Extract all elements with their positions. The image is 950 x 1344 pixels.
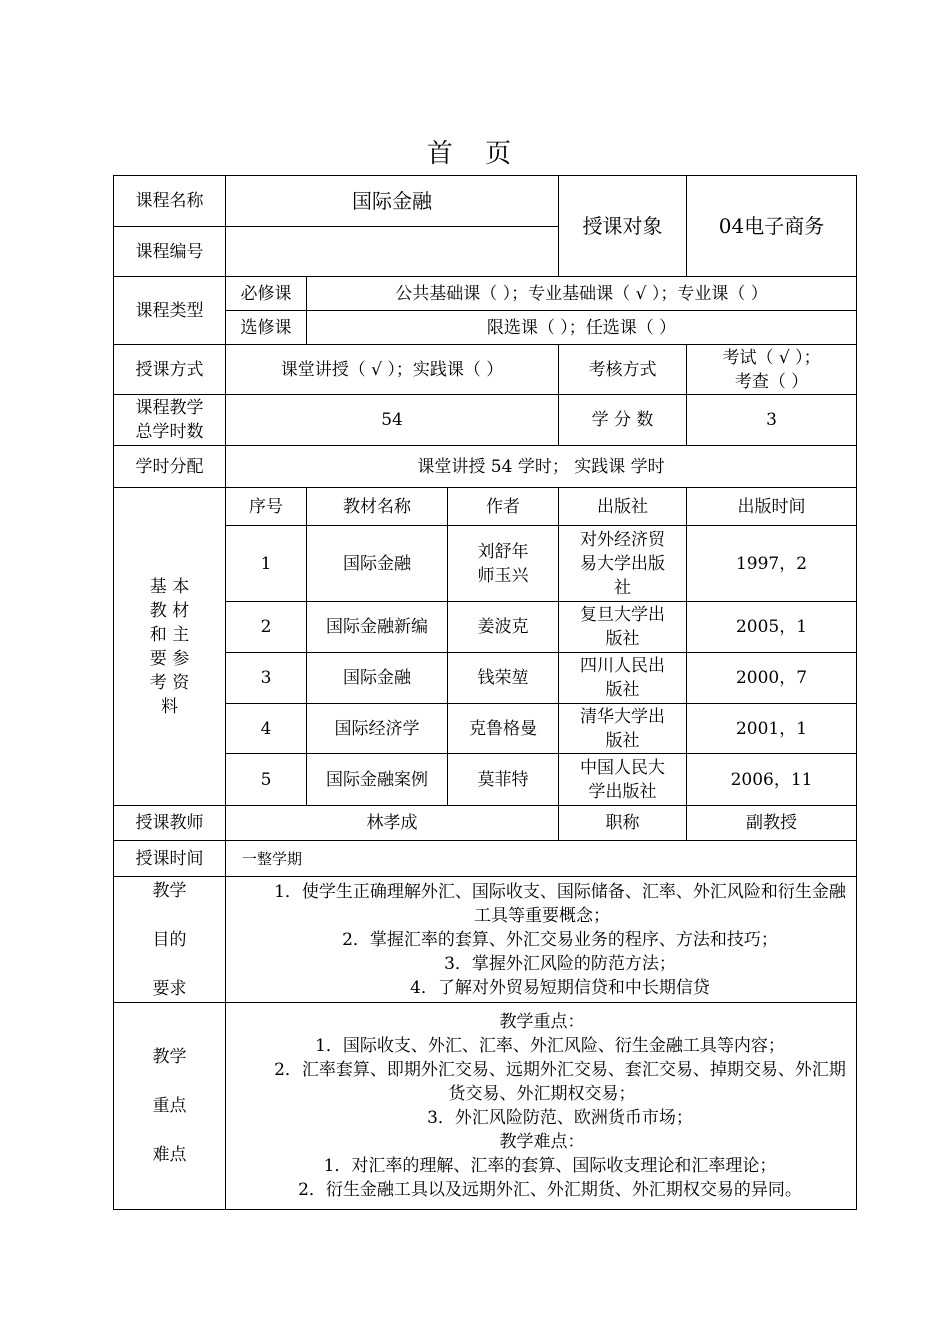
book-no: 5	[226, 754, 307, 806]
objective-item: 1．使学生正确理解外汇、国际收支、国际储备、汇率、外汇风险和衍生金融工具等重要概念；	[274, 881, 846, 926]
book-date: 2005，1	[687, 602, 857, 653]
hour-distribution-label: 学时分配	[114, 446, 226, 488]
book-author: 钱荣堃	[448, 653, 559, 704]
table-row	[114, 526, 857, 602]
book-date: 2000，7	[687, 653, 857, 704]
objective-item: 2．掌握汇率的套算、外汇交易业务的程序、方法和技巧；	[342, 929, 778, 950]
exam-mode-label: 考核方式	[559, 345, 687, 395]
key-point-item: 3．外汇风险防范、欧洲货币市场；	[427, 1108, 693, 1128]
job-title-value: 副教授	[687, 806, 857, 841]
course-info-table	[113, 175, 857, 1210]
key-points-label	[114, 1003, 226, 1210]
book-no: 1	[226, 526, 307, 602]
table-row	[114, 704, 857, 754]
textbook-label-line: 基 本	[149, 576, 190, 597]
book-author: 克鲁格曼	[448, 704, 559, 754]
course-code-value	[226, 227, 559, 277]
book-author: 刘舒年 师玉兴	[448, 526, 559, 602]
teaching-mode-value: 课堂讲授（ √ ）；实践课（ ）	[226, 345, 559, 395]
hour-distribution-value: 课堂讲授 54 学时； 实践课 学时	[226, 446, 857, 488]
book-date: 1997，2	[687, 526, 857, 602]
audience-label: 授课对象	[559, 176, 687, 277]
job-title-label: 职称	[559, 806, 687, 841]
book-publisher: 复旦大学出 版社	[559, 602, 687, 653]
course-code-label: 课程编号	[114, 227, 226, 277]
column-header-title: 教材名称	[307, 488, 448, 526]
schedule-value: 一整学期	[226, 841, 857, 877]
key-point-item: 1．国际收支、外汇、汇率、外汇风险、衍生金融工具等内容；	[315, 1036, 785, 1056]
objective-item: 3．掌握外汇风险的防范方法；	[444, 953, 676, 974]
book-author: 莫菲特	[448, 754, 559, 806]
course-name-value: 国际金融	[226, 176, 559, 227]
difficulty-item: 1．对汇率的理解、汇率的套算、国际收支理论和汇率理论；	[323, 1156, 777, 1176]
table-row	[114, 602, 857, 653]
textbook-label-line: 教 材	[149, 600, 190, 621]
book-publisher: 对外经济贸 易大学出版 社	[559, 526, 687, 602]
credit-label: 学 分 数	[559, 395, 687, 446]
credit-value: 3	[687, 395, 857, 446]
textbook-label-line: 料	[161, 696, 178, 717]
teaching-mode-label: 授课方式	[114, 345, 226, 395]
textbook-section-label	[114, 488, 226, 806]
course-name-label: 课程名称	[114, 176, 226, 227]
book-date: 2001，1	[687, 704, 857, 754]
exam-mode-value	[687, 345, 857, 395]
column-header-no: 序号	[226, 488, 307, 526]
column-header-date: 出版时间	[687, 488, 857, 526]
book-no: 2	[226, 602, 307, 653]
required-value: 公共基础课（ ）；专业基础课（ √ ）；专业课（ ）	[307, 277, 857, 311]
key-points-content	[226, 1003, 857, 1210]
textbook-label-line: 考 资	[149, 672, 190, 693]
book-title: 国际金融新编	[307, 602, 448, 653]
objective-item: 4．了解对外贸易短期信贷和中长期信贷	[410, 977, 710, 998]
column-header-author: 作者	[448, 488, 559, 526]
objectives-label-line: 教学	[152, 880, 187, 901]
teacher-value: 林孝成	[226, 806, 559, 841]
objectives-label-line: 目的	[152, 929, 187, 950]
key-points-heading: 教学重点：	[499, 1012, 585, 1032]
schedule-label: 授课时间	[114, 841, 226, 877]
key-points-label-line: 重点	[152, 1096, 187, 1116]
book-title: 国际金融案例	[307, 754, 448, 806]
key-points-label-line: 教学	[152, 1047, 187, 1067]
book-no: 4	[226, 704, 307, 754]
key-points-label-line: 难点	[152, 1145, 187, 1165]
book-publisher: 中国人民大 学出版社	[559, 754, 687, 806]
difficulty-item: 2．衍生金融工具以及远期外汇、外汇期货、外汇期权交易的异同。	[298, 1180, 802, 1200]
table-row	[114, 653, 857, 704]
objectives-content	[226, 877, 857, 1003]
total-hours-label-line-1: 课程教学	[135, 398, 204, 418]
book-title: 国际金融	[307, 526, 448, 602]
objectives-label-line: 要求	[152, 978, 187, 999]
book-title: 国际金融	[307, 653, 448, 704]
total-hours-label	[114, 395, 226, 446]
objectives-label	[114, 877, 226, 1003]
textbook-label-line: 要 参	[149, 648, 190, 669]
total-hours-label-line-2: 总学时数	[135, 422, 204, 442]
book-title: 国际经济学	[307, 704, 448, 754]
exam-line-1: 考试（ √ ）；	[722, 347, 821, 368]
book-publisher: 四川人民出 版社	[559, 653, 687, 704]
total-hours-value: 54	[226, 395, 559, 446]
textbook-label-line: 和 主	[149, 624, 190, 645]
required-label: 必修课	[226, 277, 307, 311]
exam-line-2: 考查（ ）	[734, 371, 809, 392]
column-header-publisher: 出版社	[559, 488, 687, 526]
course-type-label: 课程类型	[114, 277, 226, 345]
book-no: 3	[226, 653, 307, 704]
audience-value: 04电子商务	[687, 176, 857, 277]
elective-value: 限选课（ ）；任选课（ ）	[307, 311, 857, 345]
book-author: 姜波克	[448, 602, 559, 653]
elective-label: 选修课	[226, 311, 307, 345]
page-title: 首 页	[426, 139, 524, 169]
difficulty-heading: 教学难点：	[499, 1132, 585, 1152]
table-row	[114, 754, 857, 806]
key-point-item: 2．汇率套算、即期外汇交易、远期外汇交易、套汇交易、掉期交易、外汇期货交易、外汇期权交易；	[274, 1060, 846, 1104]
teacher-label: 授课教师	[114, 806, 226, 841]
book-publisher: 清华大学出 版社	[559, 704, 687, 754]
book-date: 2006，11	[687, 754, 857, 806]
